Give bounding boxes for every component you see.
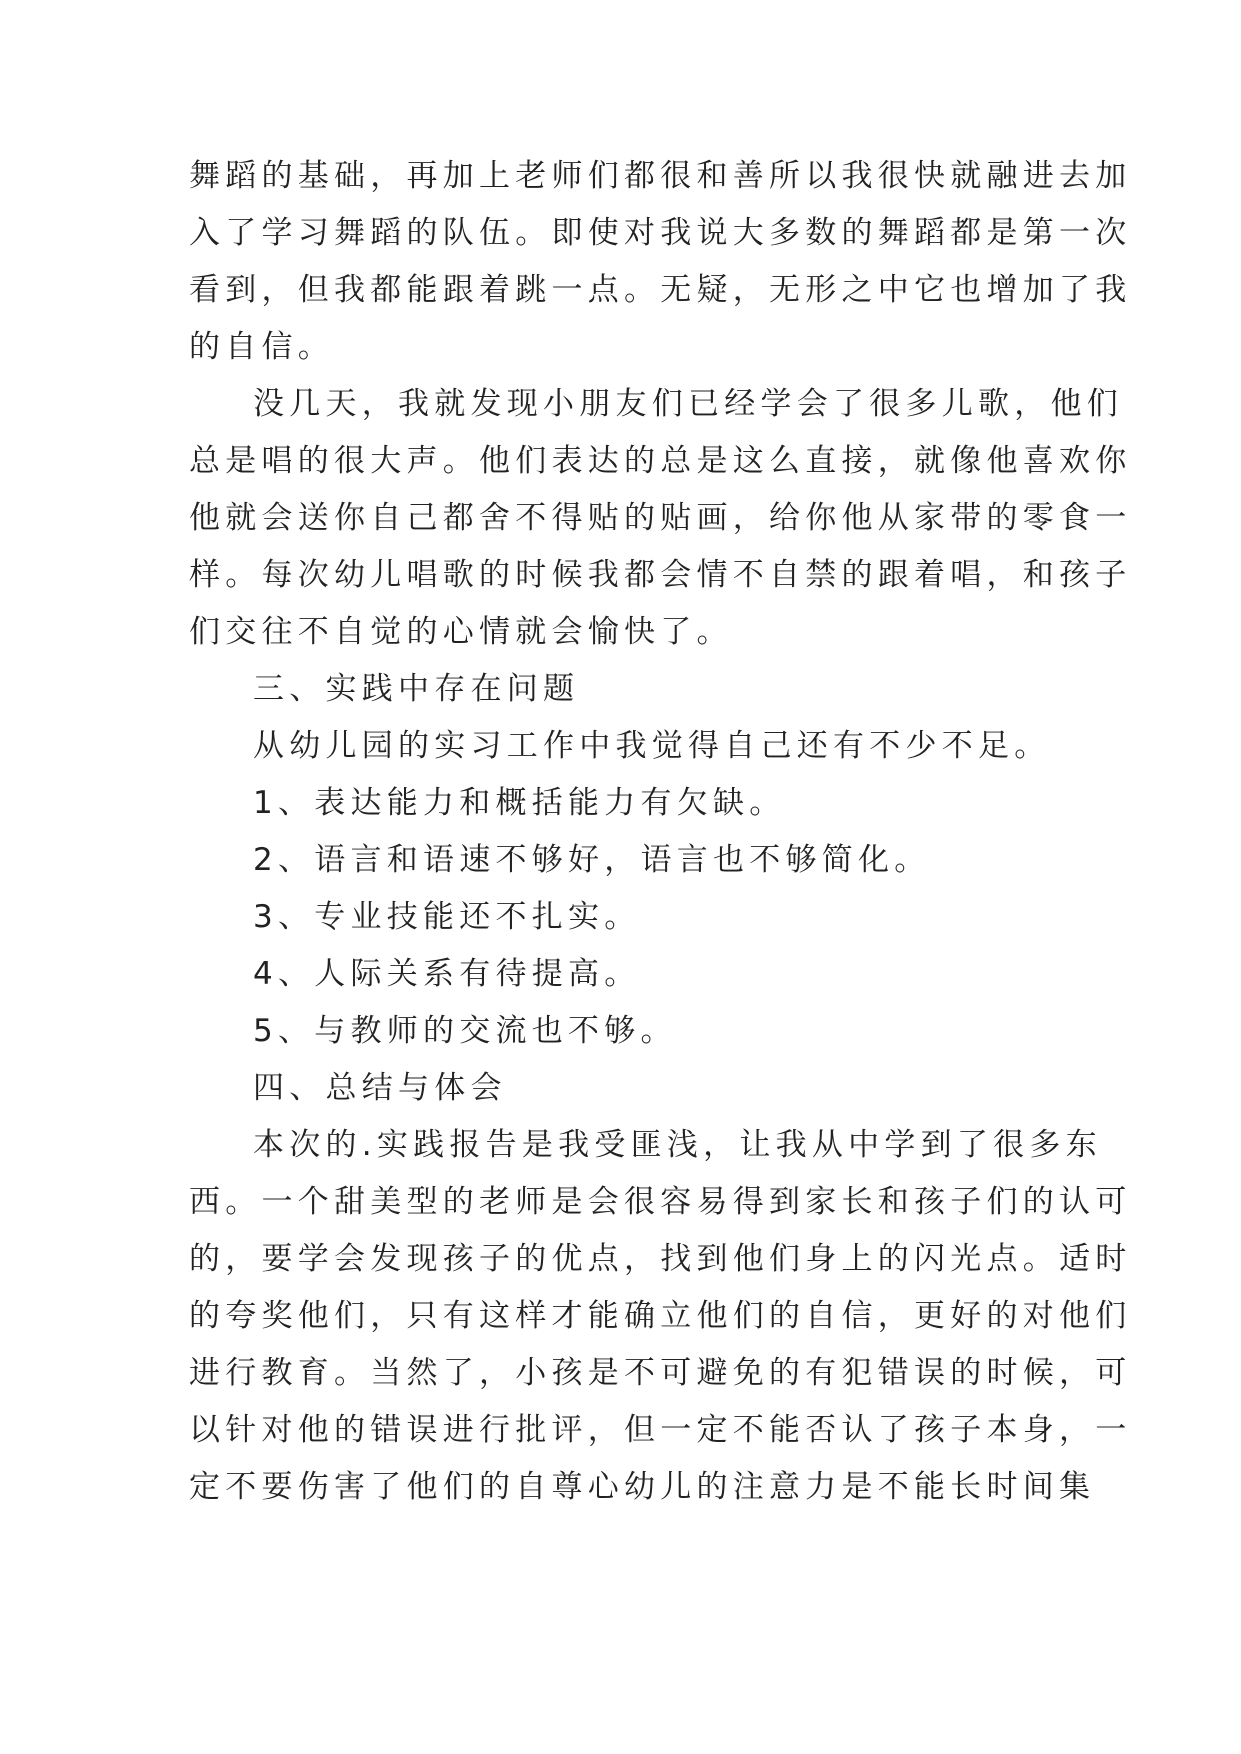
text-line: 的夸奖他们，只有这样才能确立他们的自信，更好的对他们: [189, 1298, 1132, 1334]
text-line: 的自信。: [189, 329, 334, 365]
section-heading: 三、实践中存在问题: [253, 671, 580, 707]
text-line: 定不要伤害了他们的自尊心幼儿的注意力是不能长时间集: [189, 1469, 1096, 1505]
text-line: 本次的.实践报告是我受匪浅，让我从中学到了很多东: [253, 1127, 1102, 1163]
list-item: 2、语言和语速不够好，语言也不够简化。: [253, 842, 931, 878]
text-line: 们交往不自觉的心情就会愉快了。: [189, 614, 733, 650]
text-line: 从幼儿园的实习工作中我觉得自己还有不少不足。: [253, 728, 1051, 764]
text-line: 以针对他的错误进行批评，但一定不能否认了孩子本身，一: [189, 1412, 1132, 1448]
text-line: 舞蹈的基础，再加上老师们都很和善所以我很快就融进去加: [189, 158, 1132, 194]
text-line: 总是唱的很大声。他们表达的总是这么直接，就像他喜欢你: [189, 443, 1132, 479]
text-line: 西。一个甜美型的老师是会很容易得到家长和孩子们的认可: [189, 1184, 1132, 1220]
text-line: 没几天，我就发现小朋友们已经学会了很多儿歌，他们: [253, 386, 1123, 422]
list-item: 3、专业技能还不扎实。: [253, 899, 641, 935]
document-body: [189, 148, 1132, 1516]
text-line: 看到，但我都能跟着跳一点。无疑，无形之中它也增加了我: [189, 272, 1132, 308]
text-line: 的，要学会发现孩子的优点，找到他们身上的闪光点。适时: [189, 1241, 1132, 1277]
text-line: 样。每次幼儿唱歌的时候我都会情不自禁的跟着唱，和孩子: [189, 557, 1132, 593]
text-line: 入了学习舞蹈的队伍。即使对我说大多数的舞蹈都是第一次: [189, 215, 1132, 251]
list-item: 1、表达能力和概括能力有欠缺。: [253, 785, 786, 821]
section-heading: 四、总结与体会: [253, 1070, 507, 1106]
list-item: 4、人际关系有待提高。: [253, 956, 641, 992]
text-line: 他就会送你自己都舍不得贴的贴画，给你他从家带的零食一: [189, 500, 1132, 536]
list-item: 5、与教师的交流也不够。: [253, 1013, 677, 1049]
text-line: 进行教育。当然了，小孩是不可避免的有犯错误的时候，可: [189, 1355, 1132, 1391]
